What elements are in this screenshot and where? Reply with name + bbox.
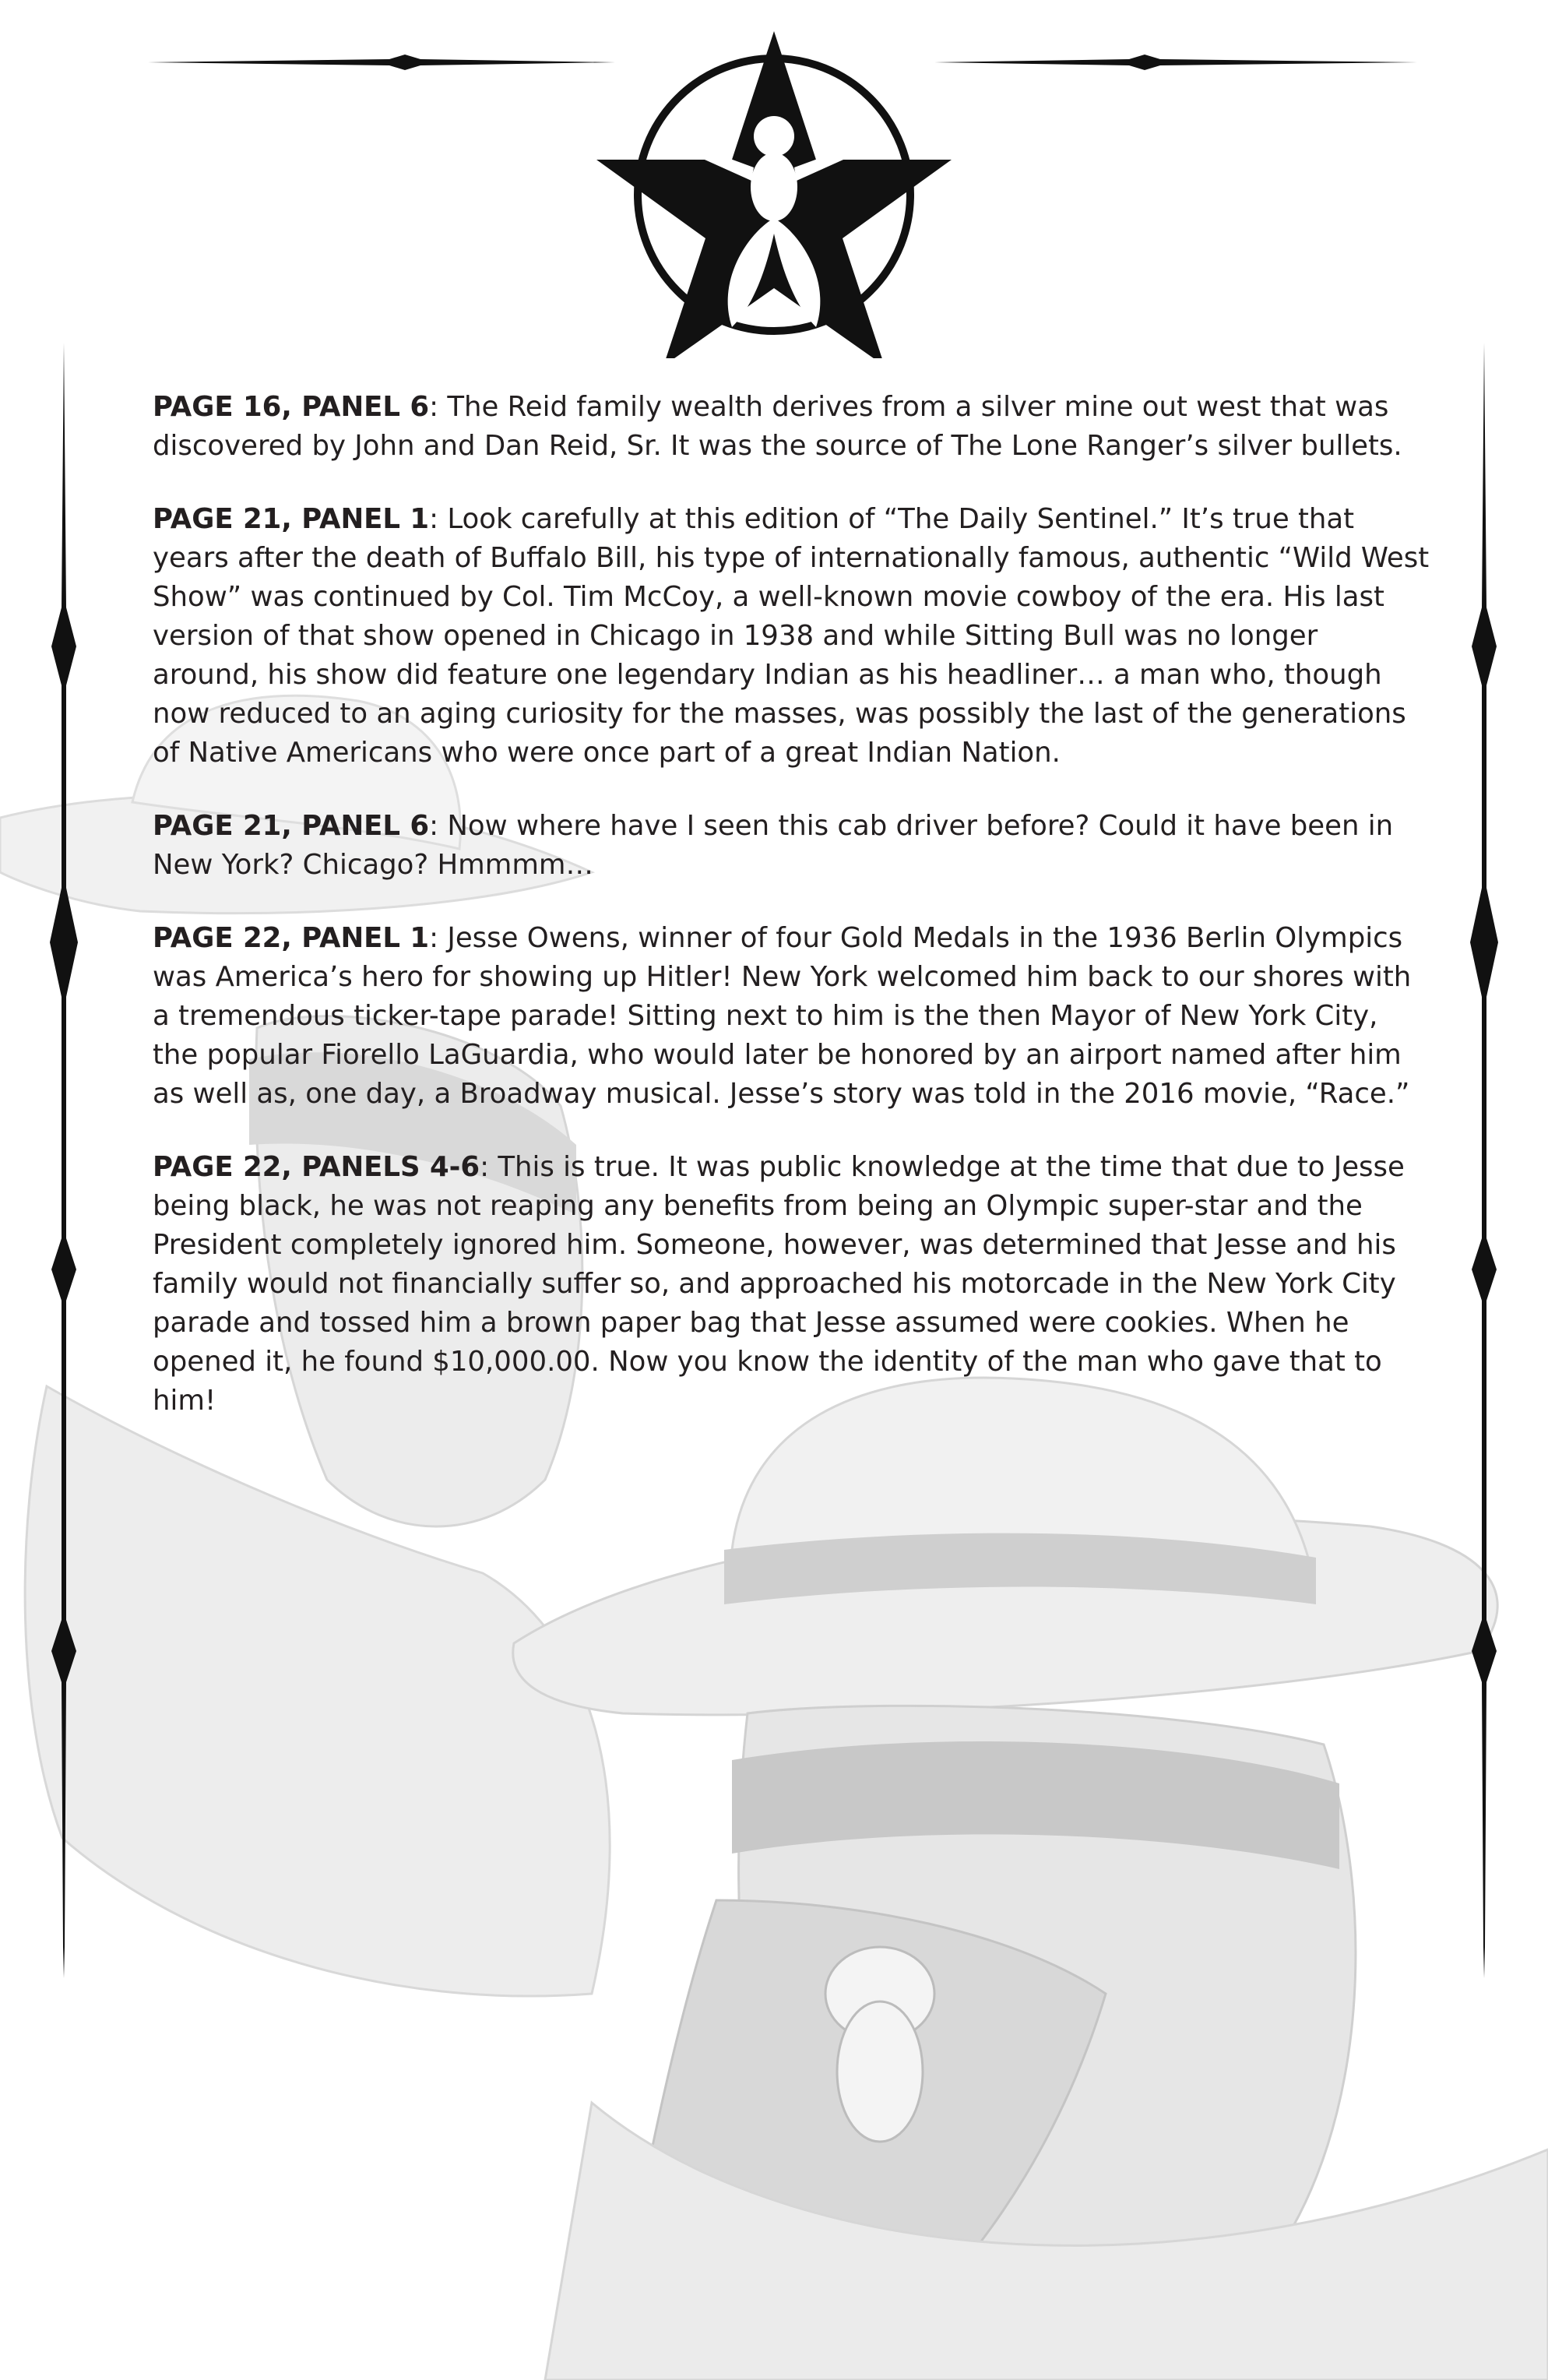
note-page21-panel1 (153, 500, 1430, 773)
note-label: PAGE 21, PANEL 6 (153, 810, 430, 842)
note-text: : Jesse Owens, winner of four Gold Medals in the 1936 Berlin Olympics was America’s hero for showing up Hitler! New York welcomed him back to our shores with a tremendous ticker-tape parade! Sitting next to him is the then Mayor of New York City, the popular Fiorello LaGuardia, who would later be honored by an airport named after him as well as, one day, a Broadway musical. Jesse’s story was told in the 2016 movie, “Race.” (153, 922, 1412, 1110)
note-text: : This is true. It was public knowledge at the time that due to Jesse being black, he was not reaping any benefits from being an Olympic super-star and the President completely ignored him. Someone, however, was determined that Jesse and his family would not financially suffer so, and approached his motorcade in the New York City parade and tossed him a brown paper bag that Jesse assumed were cookies. When he opened it, he found $10,000.00. Now you know the identity of the man who gave that to him! (153, 1151, 1405, 1417)
annotation-notes (153, 388, 1430, 1455)
note-page22-panels4-6 (153, 1148, 1430, 1421)
right-border-ornament (1461, 343, 1508, 1978)
note-text: : Look carefully at this edition of “The Daily Sentinel.” It’s true that years after the death of Buffalo Bill, his type of internationally famous, authentic “Wild West Show” was continued by Col. Tim McCoy, a well-known movie cowboy of the era. His last version of that show opened in Chicago in 1938 and while Sitting Bull was no longer around, his show did feature one legendary Indian as his headliner… a man who, though now reduced to an aging curiosity for the masses, was possibly the last of the generations of Native Americans who were once part of a great Indian Nation. (153, 503, 1430, 769)
note-page22-panel1 (153, 919, 1430, 1114)
note-text: : Now where have I seen this cab driver before? Could it have been in New York? Chicago? Hmmmm… (153, 810, 1394, 881)
left-border-ornament (40, 343, 87, 1978)
star-circle-spider-emblem-icon (0, 0, 1548, 358)
note-label: PAGE 22, PANEL 1 (153, 922, 430, 954)
note-page21-panel6 (153, 807, 1430, 885)
note-label: PAGE 21, PANEL 1 (153, 503, 430, 535)
note-label: PAGE 22, PANELS 4-6 (153, 1151, 480, 1183)
note-label: PAGE 16, PANEL 6 (153, 391, 430, 423)
note-page16-panel6 (153, 388, 1430, 466)
note-text: : The Reid family wealth derives from a silver mine out west that was discovered by John and Dan Reid, Sr. It was the source of The Lone Ranger’s silver bullets. (153, 391, 1402, 462)
